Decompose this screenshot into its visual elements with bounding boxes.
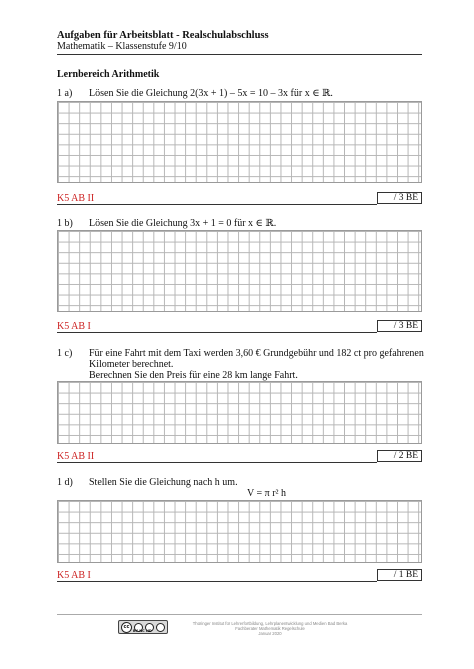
task-1d-score-box: / 1 BE xyxy=(377,569,422,581)
task-1d-divider xyxy=(57,581,377,582)
cc-license-codes: BY NC ND xyxy=(133,629,152,633)
task-1c-text-line-3: Berechnen Sie den Preis für eine 28 km lange Fahrt. xyxy=(89,370,298,381)
task-1d-answer-grid[interactable] xyxy=(57,500,422,563)
task-1a-text: Lösen Sie die Gleichung 2(3x + 1) – 5x = 10 – 3x für x ∈ ℝ. xyxy=(89,88,333,99)
task-1d-formula: V = π r² h xyxy=(247,488,287,499)
task-1b-text: Lösen Sie die Gleichung 3x + 1 = 0 für x ∈ ℝ. xyxy=(89,218,277,229)
worksheet-subtitle: Mathematik – Klassenstufe 9/10 xyxy=(57,41,187,52)
header-divider xyxy=(57,54,422,55)
task-1c-score-box: / 2 BE xyxy=(377,450,422,462)
task-1d-text: Stellen Sie die Gleichung nach h um. xyxy=(89,477,238,488)
task-1b-divider xyxy=(57,332,377,333)
task-1c-text-line-1: Für eine Fahrt mit dem Taxi werden 3,60 € Grundgebühr und 182 ct pro gefahrenen xyxy=(89,348,424,359)
worksheet-title: Aufgaben für Arbeitsblatt - Realschulabschluss xyxy=(57,30,269,41)
task-1b-kompetenz: K5 AB I xyxy=(57,321,91,332)
task-1a-answer-grid[interactable] xyxy=(57,101,422,183)
task-1b-number: 1 b) xyxy=(57,218,73,229)
task-1a-kompetenz: K5 AB II xyxy=(57,193,95,204)
footer-institution xyxy=(170,621,370,637)
task-1c-divider xyxy=(57,462,377,463)
task-1a-divider xyxy=(57,204,377,205)
task-1d-number: 1 d) xyxy=(57,477,73,488)
footer-line-2: Fachberater Mathematik Regelschule xyxy=(235,626,305,632)
task-1a-number: 1 a) xyxy=(57,88,73,99)
task-1c-kompetenz: K5 AB II xyxy=(57,451,95,462)
task-1c-number: 1 c) xyxy=(57,348,73,359)
task-1c-text-line-2: Kilometer berechnet. xyxy=(89,359,174,370)
task-1b-answer-grid[interactable] xyxy=(57,230,422,312)
task-1b-score-box: / 3 BE xyxy=(377,320,422,332)
footer-line-1: Thüringer Institut für Lehrerfortbildung, Lehrplanentwicklung und Medien Bad Berka xyxy=(192,621,348,626)
noderivatives-icon xyxy=(156,623,165,632)
task-1a-score-box: / 3 BE xyxy=(377,192,422,204)
cc-license-badge[interactable] xyxy=(118,620,168,634)
cc-logo-icon: cc xyxy=(121,622,132,633)
footer-divider xyxy=(57,614,422,615)
task-1d-kompetenz: K5 AB I xyxy=(57,570,91,581)
section-title: Lernbereich Arithmetik xyxy=(57,69,160,80)
footer-line-3: Januar 2020 xyxy=(258,631,282,637)
task-1c-answer-grid[interactable] xyxy=(57,381,422,444)
